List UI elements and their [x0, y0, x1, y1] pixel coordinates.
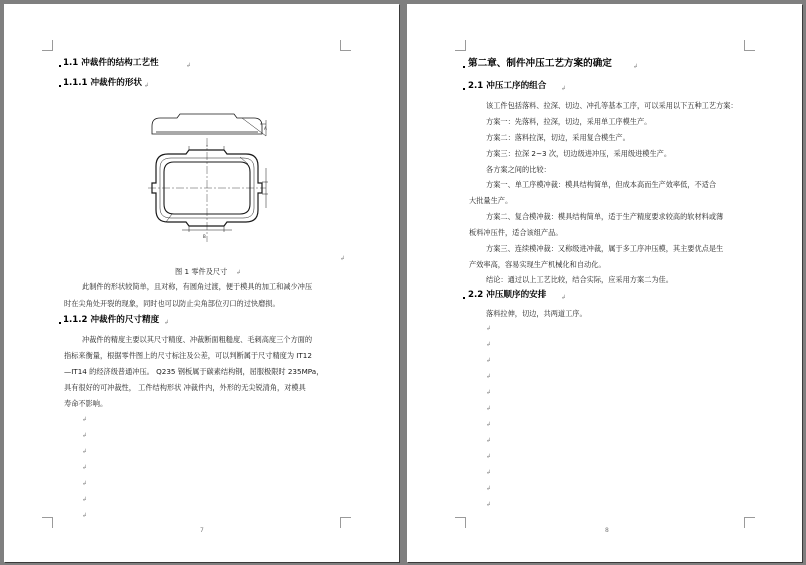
precision-paragraph-line-3: —IT14 的经济级普通冲压。 Q235 钢板属于碳素结构钢，屈服极限时 235MPa，	[64, 367, 324, 376]
sequence-text: 落料拉伸，切边，共两道工序。	[486, 309, 587, 318]
paragraph-mark: ↲	[561, 294, 567, 301]
empty-paragraph-mark: ↲	[82, 448, 88, 455]
shape-paragraph-line-2: 时在尖角处开裂的现象，同时也可以防止尖角部位刃口的过快磨损。	[64, 299, 280, 308]
margin-corner-top-right	[340, 40, 351, 51]
body-line-4: 方案三：拉深 2~3 次，切边级进冲压，采用级进模生产。	[486, 149, 672, 158]
empty-paragraph-mark: ↲	[486, 469, 492, 476]
empty-paragraph-mark: ↲	[486, 421, 492, 428]
paragraph-mark: ↲	[236, 269, 242, 276]
document-page-right	[407, 4, 802, 562]
empty-paragraph-mark: ↲	[486, 373, 492, 380]
body-line-3: 方案二：落料拉深，切边，采用复合模生产。	[486, 133, 630, 142]
paragraph-mark: ↲	[633, 63, 639, 70]
heading-bullet	[463, 66, 465, 68]
part-drawing	[142, 112, 272, 254]
svg-text:B: B	[203, 234, 206, 239]
paragraph-mark: ↲	[144, 82, 150, 89]
empty-paragraph-mark: ↲	[486, 389, 492, 396]
body-line-10: 方案三、连续模冲裁：又称级进冲裁，属于多工序冲压模，其主要优点是生	[486, 244, 724, 253]
shape-paragraph-line-1: 此制件的形状较简单，且对称，有圆角过渡，便于模具的加工和减少冲压	[82, 282, 313, 291]
body-line-1: 该工件包括落料、拉深、切边、冲孔等基本工序，可以采用以下五种工艺方案：	[486, 101, 738, 110]
chapter-title: 第二章、制件冲压工艺方案的确定	[468, 58, 612, 69]
body-line-9: 板料冲压件，适合该组产品。	[469, 228, 563, 237]
empty-paragraph-mark: ↲	[486, 485, 492, 492]
heading-1-1: 1.1 冲裁件的结构工艺性	[63, 58, 159, 68]
heading-bullet	[463, 88, 465, 90]
paragraph-mark: ↲	[340, 255, 346, 262]
empty-paragraph-mark: ↲	[486, 405, 492, 412]
empty-paragraph-mark: ↲	[82, 416, 88, 423]
paragraph-mark: ↲	[186, 62, 192, 69]
heading-bullet	[463, 297, 465, 299]
empty-paragraph-mark: ↲	[486, 437, 492, 444]
empty-paragraph-mark: ↲	[486, 357, 492, 364]
paragraph-mark: ↲	[561, 85, 567, 92]
empty-paragraph-mark: ↲	[486, 453, 492, 460]
precision-paragraph-line-2: 指标来衡量，根据零件图上的尺寸标注及公差，可以判断属于尺寸精度为 IT12	[64, 351, 312, 360]
margin-corner-bottom-left	[455, 517, 466, 528]
margin-corner-top-left	[455, 40, 466, 51]
body-line-12: 结论：通过以上工艺比较，结合实际，应采用方案二为佳。	[486, 275, 673, 284]
empty-paragraph-mark: ↲	[486, 325, 492, 332]
svg-text:A: A	[264, 126, 267, 131]
body-line-11: 产效率高，容易实现生产机械化和自动化。	[469, 260, 606, 269]
empty-paragraph-mark: ↲	[82, 496, 88, 503]
margin-corner-bottom-left	[42, 517, 53, 528]
figure-caption: 图 1 零件及尺寸	[175, 267, 228, 276]
heading-2-2: 2.2 冲压顺序的安排	[468, 290, 547, 300]
empty-paragraph-mark: ↲	[486, 341, 492, 348]
heading-bullet	[59, 322, 61, 324]
heading-bullet	[59, 85, 61, 87]
heading-2-1: 2.1 冲压工序的组合	[468, 81, 547, 91]
empty-paragraph-mark: ↲	[82, 480, 88, 487]
margin-corner-bottom-right	[340, 517, 351, 528]
page-number: 7	[200, 527, 204, 534]
body-line-7: 大批量生产。	[469, 196, 513, 205]
body-line-2: 方案一：先落料，拉深，切边，采用单工序模生产。	[486, 117, 652, 126]
margin-corner-top-left	[42, 40, 53, 51]
page-number: 8	[605, 527, 609, 534]
body-line-6: 方案一、单工序模冲裁：模具结构简单，但成本高而生产效率低，不适合	[486, 180, 717, 189]
empty-paragraph-mark: ↲	[82, 464, 88, 471]
margin-corner-bottom-right	[744, 517, 755, 528]
body-line-8: 方案二、复合模冲裁：模具结构简单，适于生产精度要求较高的软材料或薄	[486, 212, 724, 221]
heading-1-1-2: 1.1.2 冲裁件的尺寸精度	[63, 315, 160, 325]
margin-corner-top-right	[744, 40, 755, 51]
paragraph-mark: ↲	[164, 319, 170, 326]
precision-paragraph-line-5: 寿命不影响。	[64, 399, 108, 408]
empty-paragraph-mark: ↲	[486, 501, 492, 508]
heading-bullet	[59, 65, 61, 67]
empty-paragraph-mark: ↲	[82, 432, 88, 439]
empty-paragraph-mark: ↲	[82, 512, 88, 519]
precision-paragraph-line-1: 冲裁件的精度主要以其尺寸精度、冲裁断面粗糙度、毛刺高度三个方面的	[82, 335, 313, 344]
precision-paragraph-line-4: 具有很好的可冲裁性， 工件结构形状 冲裁件内，外形的无尖锐清角，对模具	[64, 383, 306, 392]
body-line-5: 各方案之间的比较：	[486, 165, 551, 174]
document-page-left	[4, 4, 399, 562]
heading-1-1-1: 1.1.1 冲裁件的形状	[63, 78, 143, 88]
